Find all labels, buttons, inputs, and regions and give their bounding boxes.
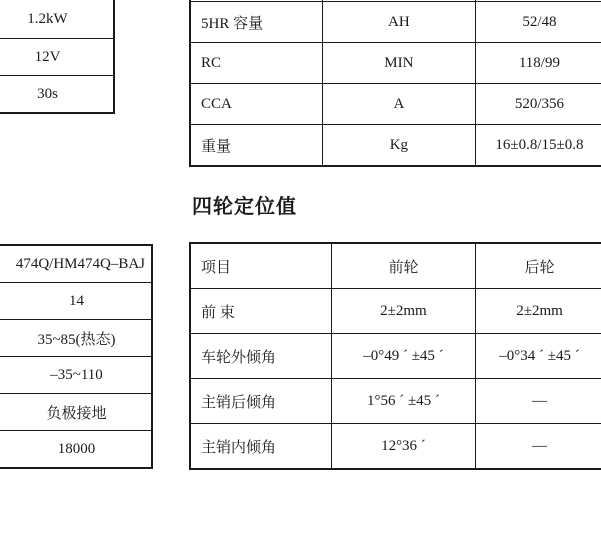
unit-cell: AH — [322, 2, 475, 43]
front-value-cell: –0°49 ˊ ±45 ˊ — [331, 334, 475, 379]
value-cell: 118/99 — [475, 43, 601, 84]
header-front-wheel: 前轮 — [331, 243, 475, 289]
front-value-cell: 2±2mm — [331, 289, 475, 334]
unit-cell: A — [322, 84, 475, 125]
value-cell: 52/48 — [475, 2, 601, 43]
engine-spec-table-fragment — [0, 244, 153, 469]
rear-value-cell: –0°34 ˊ ±45 ˊ — [476, 334, 601, 379]
table-row — [0, 283, 152, 320]
rear-value-cell: –– — [476, 379, 601, 424]
table-cell: 负极接地 — [0, 394, 152, 431]
table-row — [190, 125, 601, 167]
unit-cell: Kg — [322, 125, 475, 167]
table-cell: –35~110 — [0, 357, 152, 394]
table-cell: 14 — [0, 283, 152, 320]
item-cell: 车轮外倾角 — [190, 334, 331, 379]
table-row — [190, 334, 601, 379]
front-value-cell: 12°36 ˊ — [331, 424, 475, 470]
param-cell: 5HR 容量 — [190, 2, 322, 43]
table-row — [0, 76, 114, 114]
param-cell: RC — [190, 43, 322, 84]
item-cell: 前 束 — [190, 289, 331, 334]
param-cell: 重量 — [190, 125, 322, 167]
item-cell: 主销内倾角 — [190, 424, 331, 470]
table-row — [0, 357, 152, 394]
battery-spec-table — [189, 0, 601, 167]
table-row — [0, 39, 114, 76]
table-cell: 18000 — [0, 431, 152, 469]
front-value-cell: 1°56 ˊ ±45 ˊ — [331, 379, 475, 424]
table-row — [0, 0, 114, 39]
header-rear-wheel: 后轮 — [476, 243, 601, 289]
unit-cell: MIN — [322, 43, 475, 84]
table-row — [0, 245, 152, 283]
table-cell: 30s — [0, 76, 114, 114]
value-cell: 16±0.8/15±0.8 — [475, 125, 601, 167]
rear-value-cell: –– — [476, 424, 601, 470]
table-row — [0, 394, 152, 431]
table-header-row — [190, 243, 601, 289]
wheel-alignment-table — [189, 242, 601, 470]
table-row — [190, 2, 601, 43]
starter-spec-table-fragment — [0, 0, 115, 114]
table-row — [190, 379, 601, 424]
table-row — [190, 289, 601, 334]
section-title: 四轮定位值 — [192, 194, 297, 218]
param-cell: CCA — [190, 84, 322, 125]
table-row — [190, 84, 601, 125]
table-cell: 1.2kW — [0, 0, 114, 39]
value-cell: 520/356 — [475, 84, 601, 125]
header-item: 项目 — [190, 243, 331, 289]
table-row — [190, 424, 601, 470]
rear-value-cell: 2±2mm — [476, 289, 601, 334]
table-cell: 474Q/HM474Q–BAJ — [0, 245, 152, 283]
table-row — [190, 43, 601, 84]
item-cell: 主销后倾角 — [190, 379, 331, 424]
table-row — [0, 431, 152, 469]
table-cell: 12V — [0, 39, 114, 76]
table-row — [0, 320, 152, 357]
table-cell: 35~85(热态) — [0, 320, 152, 357]
